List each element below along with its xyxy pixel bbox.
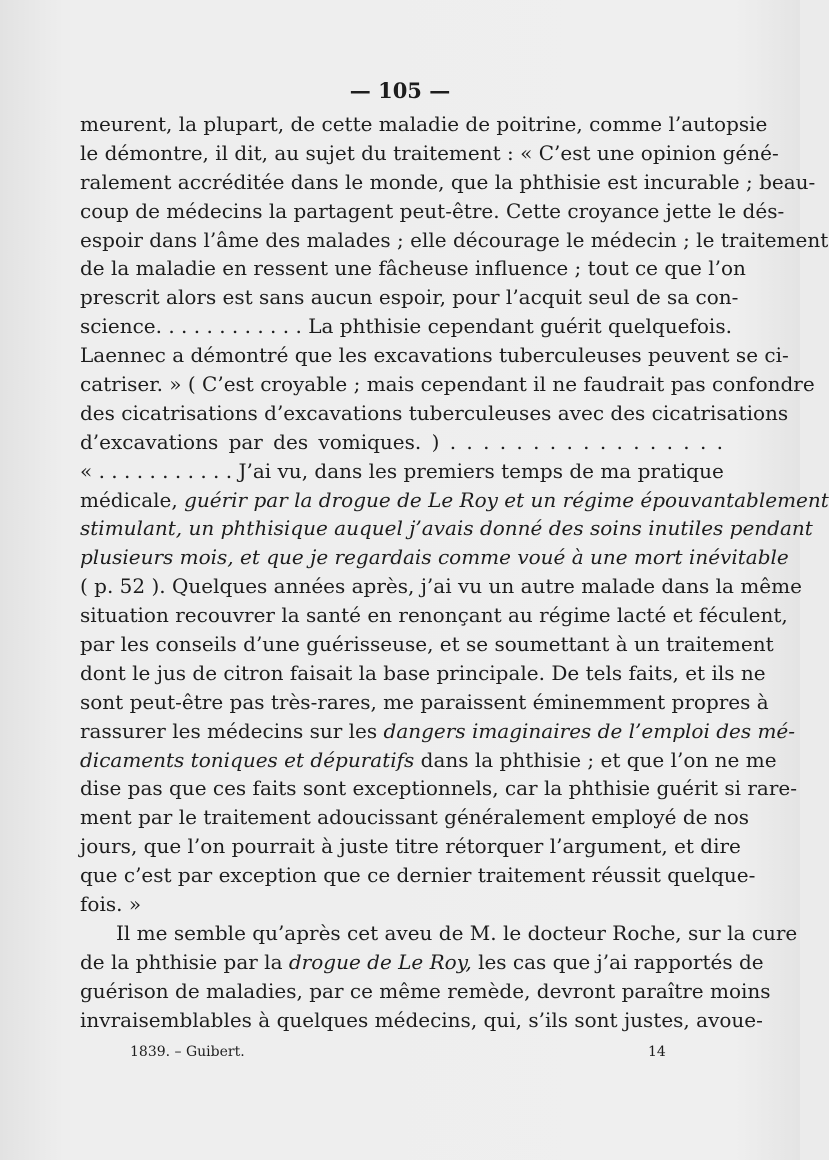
text-segment: le démontre, il dit, au sujet du traitement : « C’est une opinion géné- [80, 140, 779, 165]
text-segment: ( p. 52 ). Quelques années après, j’ai vu un autre malade dans la même [80, 574, 802, 599]
text-line [80, 370, 815, 399]
text-line [80, 832, 741, 861]
text-segment: dans la phthisie ; et que l’on ne me [414, 747, 777, 772]
text-line [80, 948, 764, 977]
text-segment: d’excavations par des vomiques. ) . . . . . . . . . . . . . . . . . [80, 429, 723, 454]
italic-text-segment: stimulant, un phthisique auquel j’avais donné des soins inutiles pendant [80, 516, 813, 541]
footer-sheet-number: 14 [648, 1044, 666, 1060]
italic-text-segment: plusieurs mois, et que je regardais comme voué à une mort inévitable [80, 545, 789, 570]
text-line [80, 226, 829, 255]
text-line [80, 659, 766, 688]
text-line [80, 717, 796, 746]
text-segment: sont peut-être pas très-rares, me paraissent éminemment propres à [80, 689, 769, 714]
text-segment: Il me semble qu’après cet aveu de M. le docteur Roche, sur la cure [116, 920, 798, 945]
text-segment: les cas que j’ai rapportés de [471, 949, 764, 974]
text-line [80, 312, 732, 341]
text-line [80, 977, 771, 1006]
text-segment: rassurer les médecins sur les [80, 718, 384, 743]
text-line [80, 428, 723, 457]
italic-text-segment: drogue de Le Roy, [288, 949, 472, 974]
text-line [80, 601, 788, 630]
text-segment: fois. » [80, 892, 142, 917]
body-text [80, 110, 829, 1035]
text-segment: situation recouvrer la santé en renonçant au régime lacté et féculent, [80, 603, 788, 628]
text-segment: espoir dans l’âme des malades ; elle décourage le médecin ; le traitement [80, 227, 829, 252]
text-line [80, 543, 789, 572]
text-line [80, 630, 774, 659]
text-line [80, 197, 785, 226]
text-segment: jours, que l’on pourrait à juste titre rétorquer l’argument, et dire [80, 834, 741, 859]
text-line [80, 110, 768, 139]
text-segment: invraisemblables à quelques médecins, qui, s’ils sont justes, avoue- [80, 1007, 763, 1032]
text-line [80, 457, 723, 486]
text-segment: Laennec a démontré que les excavations tuberculeuses peuvent se ci- [80, 343, 789, 368]
text-segment: ralement accréditée dans le monde, que la phthisie est incurable ; beau- [80, 169, 816, 194]
text-line [80, 890, 723, 919]
page-number: — 105 — [349, 78, 451, 103]
text-line [80, 341, 789, 370]
text-line [80, 139, 779, 168]
text-line [80, 572, 802, 601]
text-line [80, 919, 798, 948]
text-segment: dise pas que ces faits sont exceptionnels, car la phthisie guérit si rare- [80, 776, 798, 801]
text-line [80, 486, 829, 515]
text-segment: dont le jus de citron faisait la base principale. De tels faits, et ils ne [80, 660, 766, 685]
text-line [80, 861, 756, 890]
text-segment: de la phthisie par la [80, 949, 289, 974]
text-segment: ment par le traitement adoucissant généralement employé de nos [80, 805, 750, 830]
italic-text-segment: dangers imaginaires de l’emploi des mé- [383, 718, 796, 743]
italic-text-segment: guérir par la drogue de Le Roy et un régime épouvantablement [184, 487, 829, 512]
text-segment: des cicatrisations d’excavations tuberculeuses avec des cicatrisations [80, 400, 789, 425]
text-line [80, 688, 769, 717]
text-line [80, 283, 739, 312]
text-segment: science. . . . . . . . . . . . La phthisie cependant guérit quelquefois. [80, 314, 732, 339]
text-segment: prescrit alors est sans aucun espoir, pour l’acquit seul de sa con- [80, 285, 739, 310]
footer-signature: 1839. – Guibert. [130, 1044, 245, 1060]
text-line [80, 746, 777, 775]
text-segment: coup de médecins la partagent peut-être. Cette croyance jette le dés- [80, 198, 785, 223]
text-segment: que c’est par exception que ce dernier traitement réussit quelque- [80, 863, 756, 888]
text-segment: guérison de maladies, par ce même remède, devront paraître moins [80, 978, 771, 1003]
text-line [80, 168, 816, 197]
text-segment: par les conseils d’une guérisseuse, et se soumettant à un traitement [80, 632, 774, 657]
text-segment: de la maladie en ressent une fâcheuse influence ; tout ce que l’on [80, 256, 746, 281]
text-line [80, 254, 746, 283]
text-segment: catriser. » ( C’est croyable ; mais cependant il ne faudrait pas confondre [80, 372, 815, 397]
text-line [80, 514, 813, 543]
text-line [80, 774, 798, 803]
text-segment: médicale, [80, 487, 185, 512]
text-segment: meurent, la plupart, de cette maladie de poitrine, comme l’autopsie [80, 112, 768, 136]
text-line [80, 803, 750, 832]
text-line [80, 1006, 763, 1035]
text-segment: « . . . . . . . . . . . J’ai vu, dans les premiers temps de ma pratique [80, 458, 724, 483]
text-line [80, 399, 789, 428]
italic-text-segment: dicaments toniques et dépuratifs [80, 747, 415, 772]
